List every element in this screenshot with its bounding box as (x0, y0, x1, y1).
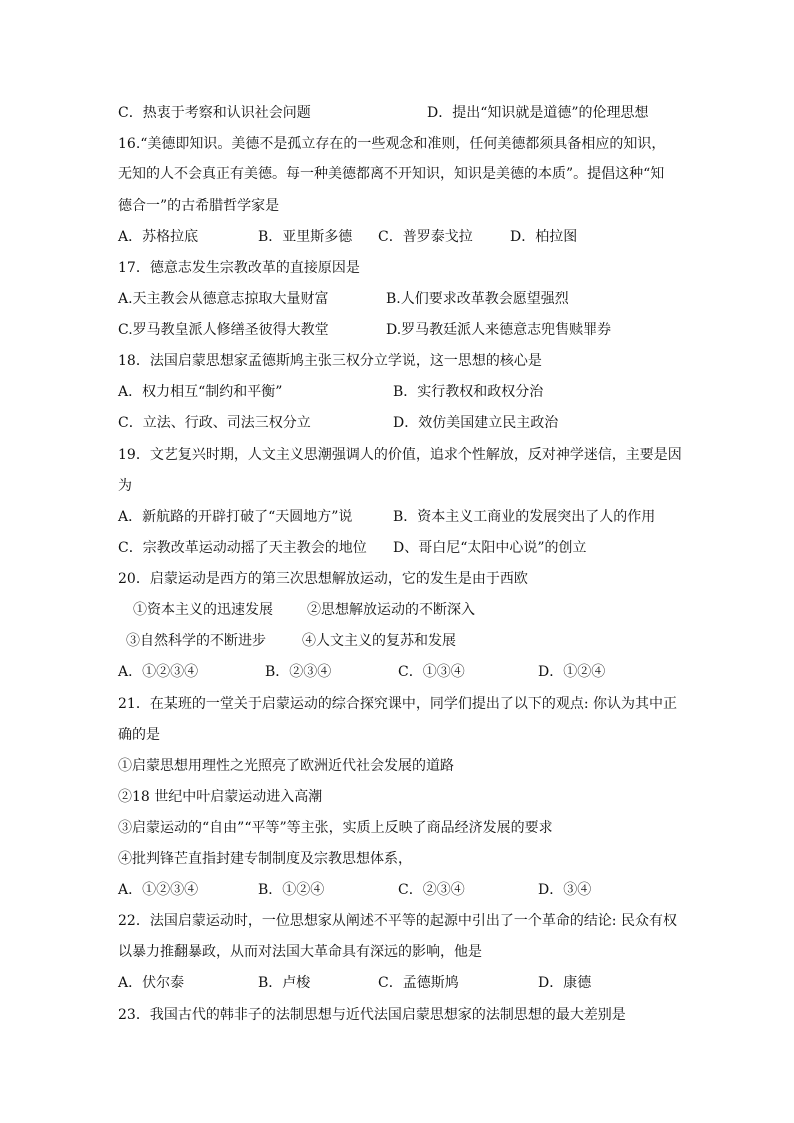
q22-option-a: A．伏尔泰 (118, 975, 185, 991)
q22-option-c: C．孟德斯鸠 (378, 975, 459, 991)
q21-item-2: ②18 世纪中叶启蒙运动进入高潮 (118, 789, 323, 805)
q18-option-c: C．立法、行政、司法三权分立 (118, 415, 311, 431)
q20-option-d: D．①②④ (538, 664, 606, 680)
q16-option-a: A．苏格拉底 (118, 229, 199, 245)
q21-option-c: C．②③④ (398, 882, 465, 898)
q15-option-c: C．热衷于考察和认识社会问题 (118, 105, 311, 121)
q17-option-c: C.罗马教皇派人修缮圣彼得大教堂 (118, 322, 329, 338)
q19-option-d: D、哥白尼“太阳中心说”的创立 (393, 540, 587, 556)
q21-stem-line2: 确的是 (118, 727, 160, 743)
q15-option-d: D．提出“知识就是道德”的伦理思想 (427, 105, 649, 121)
q19-stem-line2: 为 (118, 478, 132, 494)
q17-option-a: A.天主教会从德意志掠取大量财富 (118, 291, 329, 307)
q18-option-a: A．权力相互“制约和平衡” (118, 384, 283, 400)
q19-option-a: A．新航路的开辟打破了“天圆地方”说 (118, 509, 353, 525)
q21-item-3: ③启蒙运动的“自由”“平等”等主张，实质上反映了商品经济发展的要求 (118, 820, 553, 836)
q20-item-2: ②思想解放运动的不断深入 (307, 602, 475, 618)
q22-stem-line1: 22．法国启蒙运动时，一位思想家从阐述不平等的起源中引出了一个革命的结论: 民众有权 (118, 913, 677, 929)
q16-option-d: D．柏拉图 (510, 229, 578, 245)
q20-option-b: B．②③④ (265, 664, 332, 680)
q18-stem: 18．法国启蒙思想家孟德斯鸠主张三权分立学说，这一思想的核心是 (118, 353, 542, 369)
q20-stem: 20．启蒙运动是西方的第三次思想解放运动，它的发生是由于西欧 (118, 571, 528, 587)
q21-item-4: ④批判锋芒直指封建专制制度及宗教思想体系， (118, 851, 412, 867)
q20-item-4: ④人文主义的复苏和发展 (302, 633, 456, 649)
q20-item-3: ③自然科学的不断进步 (126, 633, 266, 649)
q16-option-b: B．亚里斯多德 (258, 229, 353, 245)
q23-stem: 23．我国古代的韩非子的法制思想与近代法国启蒙思想家的法制思想的最大差别是 (118, 1007, 626, 1023)
q16-stem-line3: 德合一”的古希腊哲学家是 (118, 198, 280, 214)
q21-stem-line1: 21．在某班的一堂关于启蒙运动的综合探究课中，同学们提出了以下的观点: 你认为其中正 (118, 696, 677, 712)
q22-stem-line2: 以暴力推翻暴政，从而对法国大革命具有深远的影响，他是 (118, 944, 482, 960)
q18-option-d: D．效仿美国建立民主政治 (393, 415, 559, 431)
q19-stem-line1: 19．文艺复兴时期，人文主义思潮强调人的价值，追求个性解放，反对神学迷信，主要是因 (118, 447, 682, 463)
q21-option-b: B．①②④ (258, 882, 325, 898)
q21-item-1: ①启蒙思想用理性之光照亮了欧洲近代社会发展的道路 (118, 758, 454, 774)
q16-stem-line1: 16.“美德即知识。美德不是孤立存在的一些观念和准则，任何美德都须具备相应的知识， (118, 136, 666, 152)
q19-option-c: C．宗教改革运动动摇了天主教会的地位 (118, 540, 367, 556)
q18-option-b: B．实行教权和政权分治 (393, 384, 544, 400)
q21-option-d: D．③④ (538, 882, 592, 898)
q17-option-b: B.人们要求改革教会愿望强烈 (386, 291, 569, 307)
q22-option-d: D．康德 (538, 975, 592, 991)
q20-item-1: ①资本主义的迅速发展 (133, 602, 273, 618)
q22-option-b: B．卢梭 (258, 975, 311, 991)
q17-option-d: D.罗马教廷派人来德意志兜售赎罪券 (386, 322, 612, 338)
q16-stem-line2: 无知的人不会真正有美德。每一种美德都离不开知识，知识是美德的本质”。提倡这种“知 (118, 166, 665, 182)
q17-stem: 17．德意志发生宗教改革的直接原因是 (118, 260, 360, 276)
q19-option-b: B．资本主义工商业的发展突出了人的作用 (393, 509, 656, 525)
q20-option-a: A．①②③④ (118, 664, 199, 680)
q21-option-a: A．①②③④ (118, 882, 199, 898)
q20-option-c: C．①③④ (398, 664, 465, 680)
q16-option-c: C．普罗泰戈拉 (378, 229, 473, 245)
